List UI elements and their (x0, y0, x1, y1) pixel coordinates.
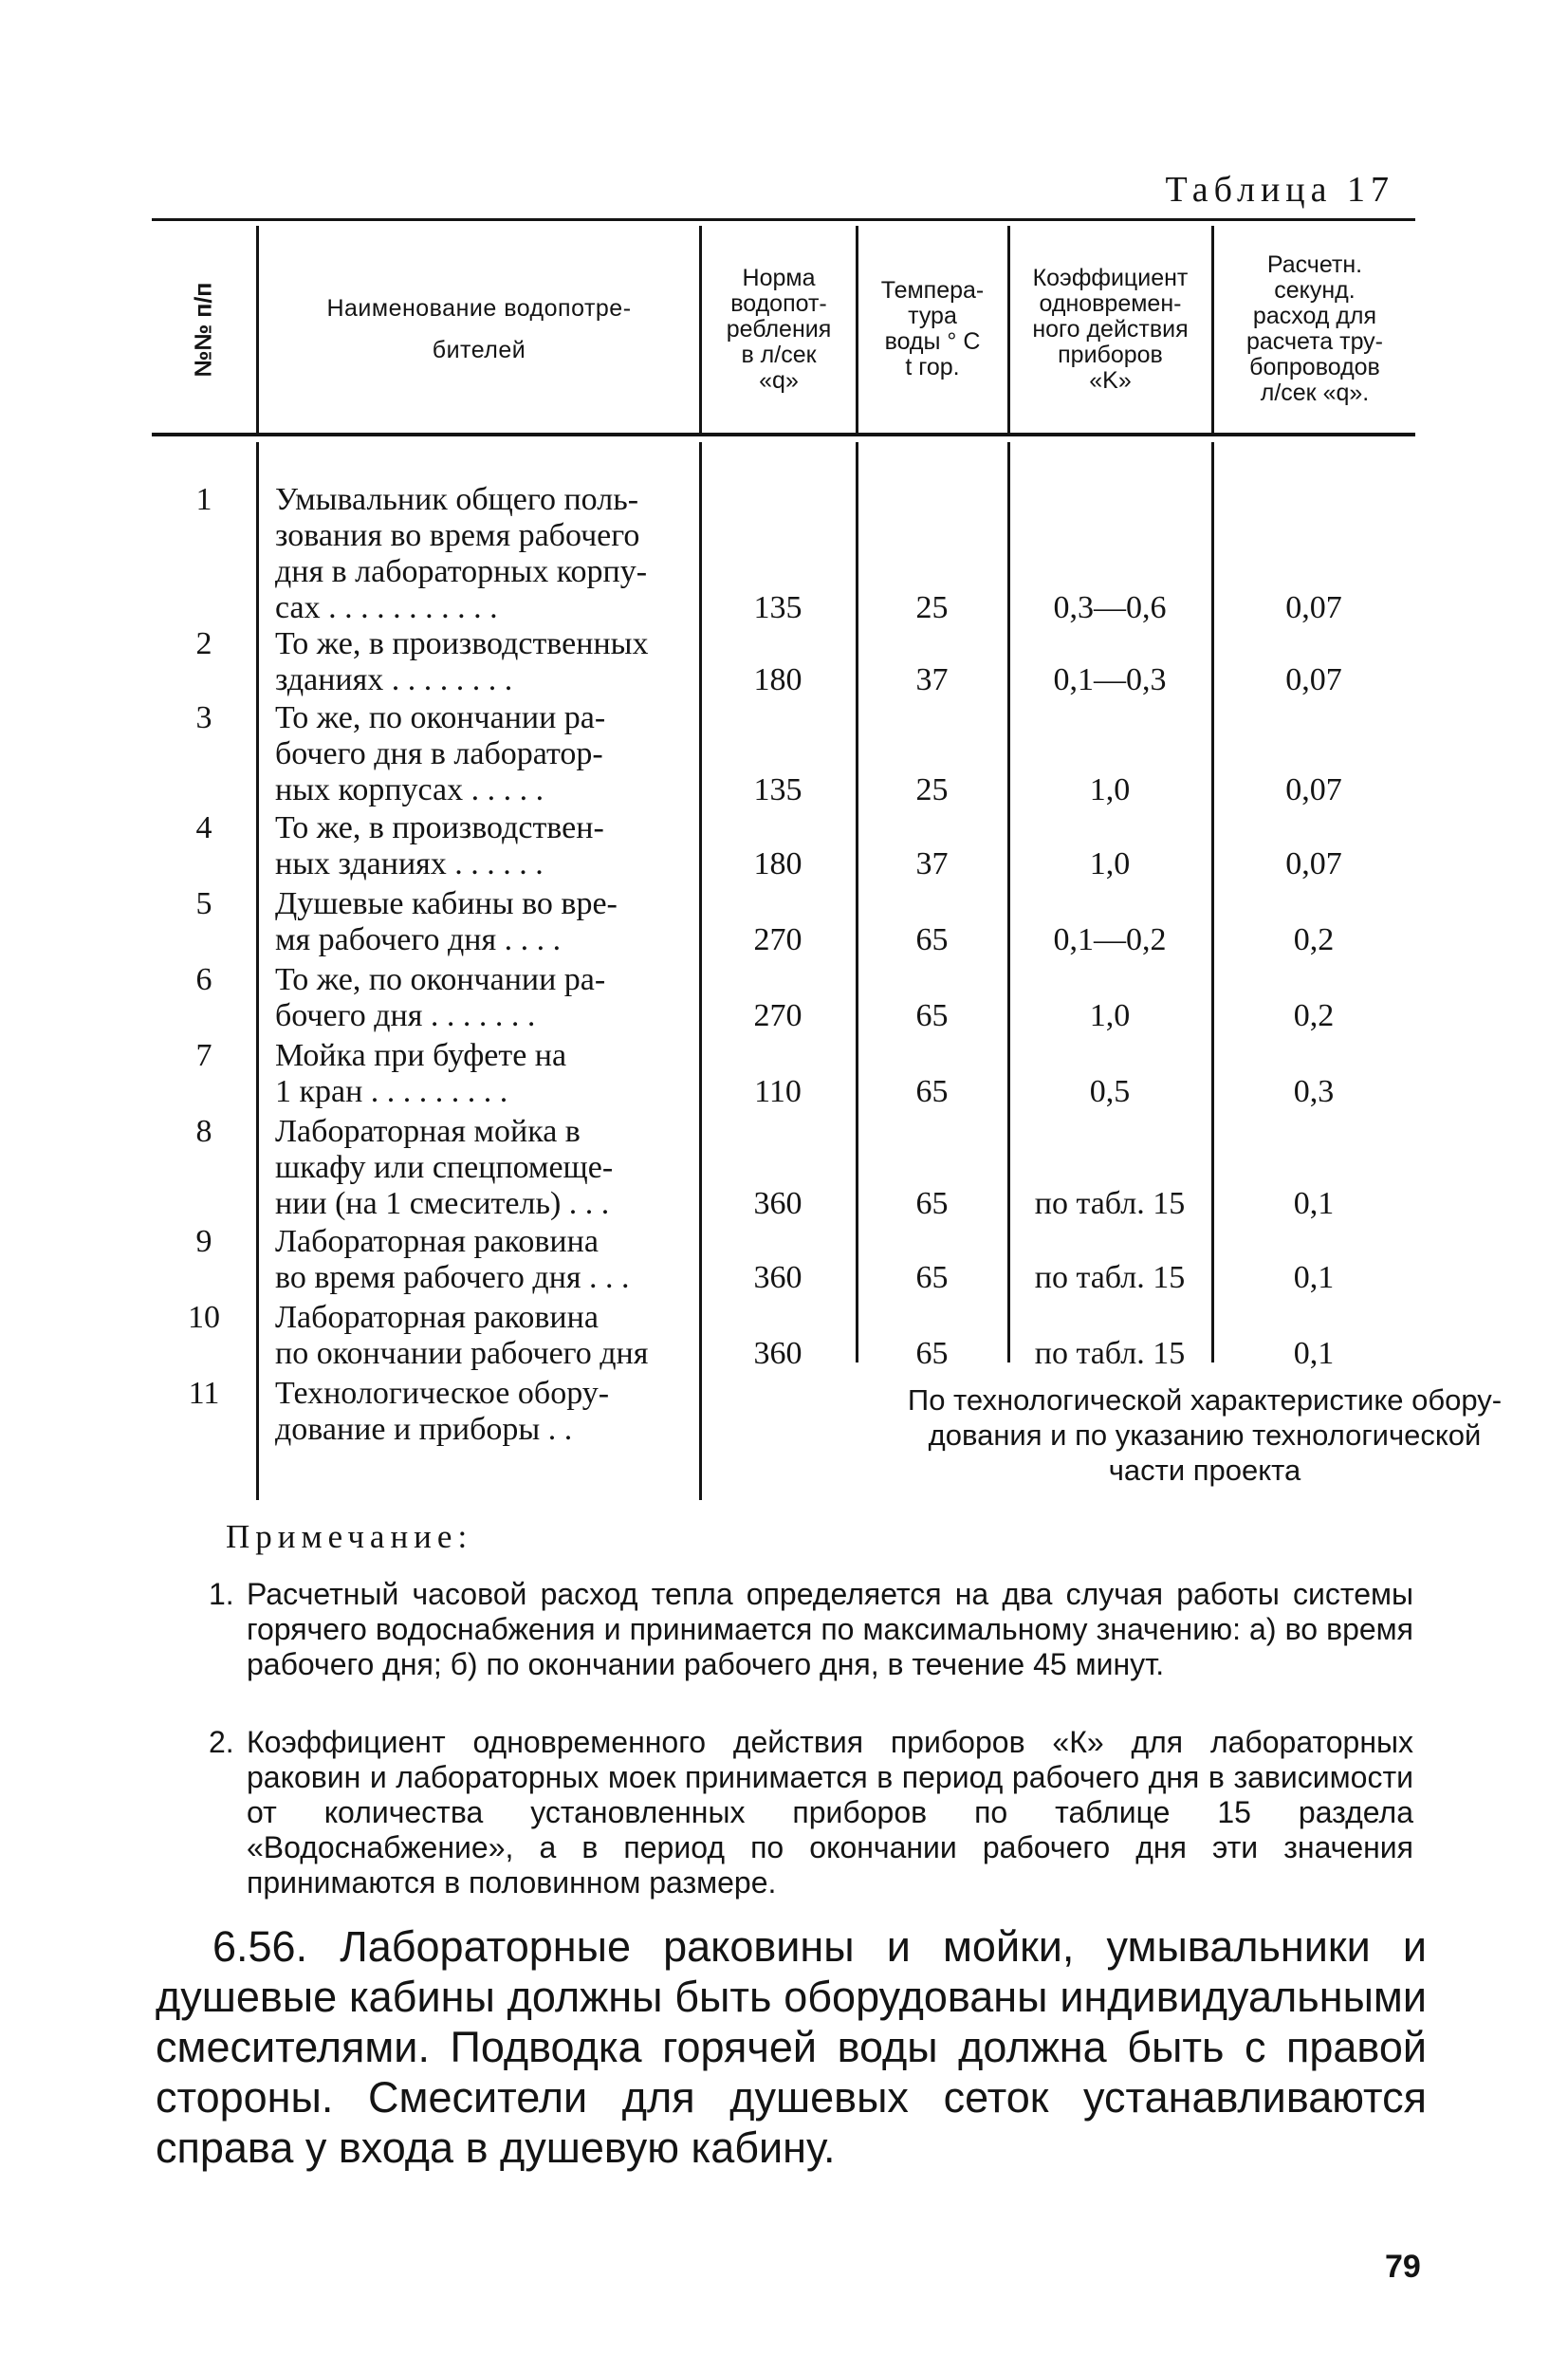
row-name: Лабораторная раковина по окончании рабочего дня (275, 1300, 649, 1371)
notes-title: Примечание: (226, 1518, 473, 1555)
header-temperature: Темпера- тура воды ° С t гор. (880, 277, 985, 380)
row-temperature: 65 (915, 922, 949, 957)
water-consumption-table (152, 218, 1503, 1504)
table-header-rule (152, 433, 1415, 436)
row-design-rate: 0,07 (1285, 772, 1342, 807)
col-divider (699, 226, 702, 433)
table-top-rule (152, 218, 1415, 221)
row-norm: 360 (753, 1336, 802, 1371)
row-temperature: 25 (915, 772, 949, 807)
row-norm: 180 (753, 846, 802, 881)
header-coefficient: Коэффициент одновремен- ного действия приборов «K» (1032, 264, 1189, 394)
row-number: 5 (195, 886, 212, 921)
row-temperature: 37 (915, 662, 949, 697)
note-text: Коэффициент одновременного действия приборов «К» для лабораторных раковин и лабораторных моек принимается в период рабочего дня в зависимости от количества установленных приборов по таблице 15 раздела «Водоснабжение», а в период по окончании рабочего дня эти значения принимаются в половинном размере. (247, 1725, 1413, 1900)
row-norm: 360 (753, 1186, 802, 1221)
header-name: Наименование водопотре- бителей (326, 295, 632, 363)
row-number: 3 (195, 700, 212, 735)
col-divider (1007, 226, 1010, 433)
row-coefficient: по табл. 15 (1034, 1186, 1186, 1221)
row-temperature: 37 (915, 846, 949, 881)
row-name: То же, по окончании ра- бочего дня . . . . . . . (275, 962, 606, 1033)
row-name: Душевые кабины во вре- мя рабочего дня . . . . (275, 886, 618, 957)
note-text: Расчетный часовой расход тепла определяется на два случая работы системы горячего водоснабжения и принимается по максимальному значению: а) во время рабочего дня; б) по окончании рабочего дня, в течение 45 минут. (247, 1577, 1413, 1681)
row-coefficient: 0,1—0,3 (1053, 662, 1167, 697)
row-norm: 135 (753, 772, 802, 807)
col-divider (856, 442, 858, 1362)
row-temperature: 65 (915, 1260, 949, 1295)
row-norm: 270 (753, 998, 802, 1033)
row-name: Лабораторная мойка в шкафу или спецпомеще- нии (на 1 смеситель) . . . (275, 1114, 614, 1221)
col-divider (1007, 442, 1010, 1362)
row-number: 8 (195, 1114, 212, 1149)
row-norm: 110 (754, 1074, 802, 1109)
row-design-rate: 0,1 (1293, 1336, 1335, 1371)
row-coefficient: 0,3—0,6 (1053, 590, 1167, 625)
row-design-rate: 0,07 (1285, 846, 1342, 881)
col-divider (856, 226, 858, 433)
header-num: №№ п/п (190, 282, 217, 377)
row-coefficient: 1,0 (1089, 772, 1131, 807)
row-norm: 135 (753, 590, 802, 625)
col-divider (256, 442, 259, 1500)
row-temperature: 65 (915, 1186, 949, 1221)
col-divider (1211, 226, 1214, 433)
row-name: Умывальник общего поль- зования во время рабочего дня в лабораторных корпу- сах . . . . . . . . . . . (275, 482, 648, 625)
row-coefficient: 1,0 (1089, 846, 1131, 881)
row-name: То же, по окончании ра- бочего дня в лаборатор- ных корпусах . . . . . (275, 700, 606, 807)
row-name: Лабораторная раковина во время рабочего дня . . . (275, 1224, 630, 1295)
row-temperature: 25 (915, 590, 949, 625)
row-coefficient: 0,5 (1089, 1074, 1131, 1109)
note-item (209, 1725, 1413, 1900)
row-norm: 180 (753, 662, 802, 697)
section-paragraph: 6.56. Лабораторные раковины и мойки, умывальники и душевые кабины должны быть оборудованы индивидуальными смесителями. Подводка горячей воды должна быть с правой стороны. Смесители для душевых сеток устанавливаются справа у входа в душевую кабину. (156, 1922, 1427, 2172)
row-design-rate: 0,3 (1293, 1074, 1335, 1109)
row-number: 6 (195, 962, 212, 997)
row-number: 2 (195, 626, 212, 661)
row-coefficient: по табл. 15 (1034, 1336, 1186, 1371)
col-divider (1211, 442, 1214, 1362)
row-coefficient: по табл. 15 (1034, 1260, 1186, 1295)
row-design-rate: 0,1 (1293, 1186, 1335, 1221)
row-coefficient: 0,1—0,2 (1053, 922, 1167, 957)
note-number: 1. (209, 1577, 234, 1611)
row-norm: 270 (753, 922, 802, 957)
row-design-rate: 0,1 (1293, 1260, 1335, 1295)
row-number: 1 (195, 482, 212, 517)
header-num-cell (152, 226, 256, 433)
row-coefficient: 1,0 (1089, 998, 1131, 1033)
row-name: Мойка при буфете на 1 кран . . . . . . . . . (275, 1038, 567, 1109)
row-name: Технологическое обору- дование и приборы . . (275, 1376, 610, 1447)
row-number: 7 (195, 1038, 212, 1073)
table-caption: Таблица 17 (1165, 170, 1394, 210)
row-temperature: 65 (915, 1336, 949, 1371)
row-number: 4 (195, 810, 212, 845)
note-item (209, 1577, 1413, 1682)
row-design-rate: 0,2 (1293, 922, 1335, 957)
row-number: 11 (188, 1376, 220, 1411)
row-11-merged-note: По технологической характеристике обору- дования и по указанию технологической части проекта (907, 1383, 1503, 1487)
row-name: То же, в производственных зданиях . . . . . . . . (275, 626, 649, 697)
row-number: 9 (195, 1224, 212, 1259)
row-number: 10 (188, 1300, 220, 1335)
row-temperature: 65 (915, 998, 949, 1033)
row-name: То же, в производствен- ных зданиях . . . . . . (275, 810, 604, 881)
row-design-rate: 0,07 (1285, 662, 1342, 697)
row-design-rate: 0,07 (1285, 590, 1342, 625)
row-temperature: 65 (915, 1074, 949, 1109)
header-norm: Норма водопот- ребления в л/сек «q» (726, 264, 832, 394)
row-design-rate: 0,2 (1293, 998, 1335, 1033)
note-number: 2. (209, 1725, 234, 1759)
row-norm: 360 (753, 1260, 802, 1295)
page-number: 79 (1385, 2249, 1421, 2285)
col-divider (256, 226, 259, 433)
header-design-rate: Расчетн. секунд. расход для расчета тру- бопроводов л/сек «q». (1245, 251, 1384, 406)
